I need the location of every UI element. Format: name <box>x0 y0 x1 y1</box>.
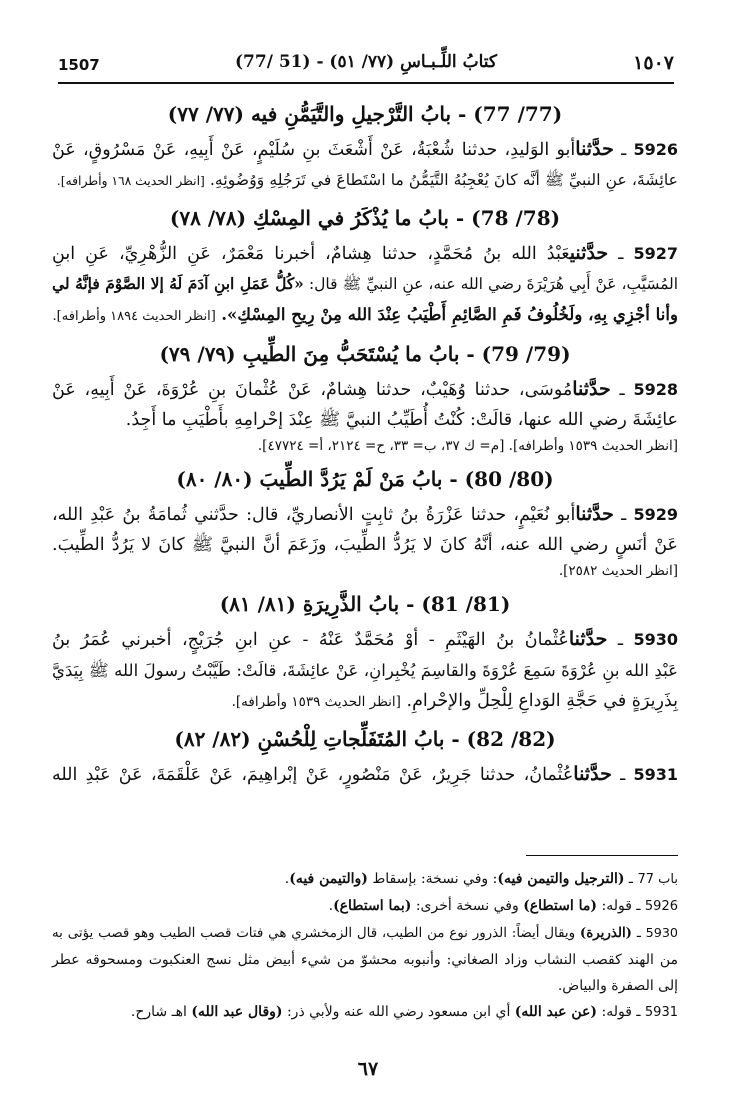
hadith-line <box>52 686 678 717</box>
hadith-line <box>52 499 678 530</box>
bab-heading: (80/ 80) - بابُ مَنْ لَمْ يَرُدَّ الطِّيبَ (٨٠/ ٨٠) <box>176 467 554 491</box>
dash: ـ <box>608 244 634 264</box>
hadith-line <box>52 405 678 435</box>
hadith-number: 5926 <box>633 140 678 159</box>
footnote-rule <box>526 855 678 856</box>
footnote-term: (الذريرة) <box>579 925 633 941</box>
dash: ـ <box>613 140 634 160</box>
footnote-text: ويقال أيضاً: الذرور نوع من الطيب، قال الزمخشري هي فتات قصب الطيب وهو قصب يؤتى به <box>52 926 580 941</box>
footnote-term: (عن عبد الله) <box>514 1004 598 1020</box>
hadith-line <box>52 624 678 655</box>
footnote-text: ـ قوله: <box>597 898 645 914</box>
section-80 <box>52 467 678 582</box>
hadith-text: بِذَرِيرَةٍ في حَجَّةِ الوَداعِ لِلْحِلِّ والإحْرامِ. <box>406 691 678 711</box>
footnote-term: (بما استطاع) <box>333 898 412 914</box>
bab-heading: (81/ 81) - بابُ الذَّرِيرَةِ (٨١/ ٨١) <box>219 592 511 616</box>
section-81 <box>52 592 678 717</box>
hadith-lead: حدَّثنا <box>575 503 614 525</box>
header-rule <box>58 82 674 84</box>
footnote-text: : وفي نسخة: بإسقاط <box>367 871 498 887</box>
main-text <box>52 98 678 800</box>
footnote <box>52 999 678 1026</box>
hadith-text: أبو الوَليدِ، حدثنا شُعْبَةُ، عَنْ أَشْعَثَ بنِ سُلَيْمٍ، عَنْ أَبِيهِ، عَنْ مَسْرُوقٍ، عَنْ <box>52 140 576 160</box>
hadith-number: 5931 <box>633 765 678 784</box>
bab-heading: (82/ 82) - بابُ المُتَفَلِّجاتِ لِلْحُسْنِ (٨٢/ ٨٢) <box>174 727 556 751</box>
hadith-text: عُثْمانُ، حدثنا جَرِيرٌ، عَنْ مَنْصُورٍ، عَنْ إبْراهِيمَ، عَنْ عَلْقَمَةَ، عَنْ عَبْدِ الله <box>52 765 574 785</box>
running-header <box>58 48 674 84</box>
hadith-lead: حدَّثنا <box>575 138 614 160</box>
section-77 <box>52 102 678 196</box>
dash: ـ <box>610 380 634 400</box>
hadith-ref: [انظر الحديث ١٥٣٩ وأطرافه]. <box>231 694 401 710</box>
hadith-text: المُسَيَّبِ، عَنْ أَبِي هُرَيْرَةَ رضي الله عنه، عنِ النبيِّ ﷺ قال: <box>308 275 678 293</box>
chapter-title: (77/ 51) - كتابُ اللِّـبـاسِ (٧٧/ ٥١) <box>235 52 497 72</box>
hadith-ref: [انظر الحديث ١٥٣٩ وأطرافه]. [م= ك ٣٧، ب= ٣٣، ح= ٢١٢٤، أ= ٤٧٧٢٤]. <box>257 438 678 454</box>
footnote-text: . <box>328 898 334 914</box>
footnote-term: (الترجيل والتيمن فيه) <box>497 871 625 887</box>
hadith-text: عُثْمانُ بنُ الهَيْثَمِ - أوْ مُحَمَّدٌ عَنْهُ - عنِ ابنِ جُرَيْجٍ، أخبرني عُمَرُ بنُ <box>52 630 569 650</box>
page-number-arabic: ١٥٠٧ <box>633 52 674 74</box>
hadith-lead: حدَّثنا <box>572 378 611 400</box>
hadith-text: عَبْدُ الله بنُ مُحَمَّدٍ، حدثنا هِشامٌ، أخبرنا مَعْمَرٌ، عَنِ الزُّهْرِيِّ، عَنِ ابنِ <box>52 244 570 264</box>
footnote <box>52 866 678 893</box>
footnote-term: (والتيمن فيه) <box>289 871 368 887</box>
footnote-ref: باب 77 <box>637 872 678 887</box>
section-79 <box>52 342 678 457</box>
hadith-number: 5930 <box>633 630 678 649</box>
hadith-line <box>52 530 678 560</box>
dash: ـ <box>607 630 634 650</box>
hadith-text: عائِشَةَ رضي الله عنها، قالَتْ: كُنْتُ أُطَيِّبُ النبيَّ ﷺ عِنْدَ إحْرامِهِ بأَطْيَبِ ما أَجِدُ. <box>125 410 678 430</box>
hadith-text: أبو نُعَيْمٍ، حدثنا عَزْرَةُ بنُ ثابِتٍ الأنصاريِّ، قال: حدَّثني ثُمامَةُ بنُ عَبْدِ الله، <box>52 505 576 525</box>
hadith-ref: [انظر الحديث ١٦٨ وأطرافه]. <box>56 174 205 188</box>
footnote-ref: 5926 <box>644 899 678 914</box>
footnote-text: من الهند كقصب النشاب وزاد الصغاني: وأنبوبه محشوّ من شيء أبيض مثل نسج العنكبوت ومسحوقه عطر <box>52 952 678 968</box>
hadith-ref: [انظر الحديث ٢٥٨٢]. <box>558 563 678 579</box>
hadith-line <box>52 374 678 405</box>
section-82 <box>52 727 678 790</box>
footnote-term: (ما استطاع) <box>523 898 598 914</box>
footnote-term: (وقال عبد الله) <box>191 1004 283 1020</box>
hadith-line <box>52 655 678 686</box>
hadith-text: مُوسَى، حدثنا وُهَيْبٌ، حدثنا هِشامٌ، عَنْ عُثْمانَ بنِ عُرْوَةَ، عَنْ أَبِيهِ، عَنْ <box>52 380 573 400</box>
hadith-ref: [انظر الحديث ١٨٩٤ وأطرافه]. <box>52 309 216 324</box>
hadith-line <box>52 165 678 196</box>
footnote-continued <box>52 947 678 973</box>
footnote-continued <box>52 973 678 999</box>
bab-heading: (77/ 77) - بابُ التَّرْجيلِ والتَّيَمُّنِ فيه (٧٧/ ٧٧) <box>167 102 563 126</box>
hadith-lead: حدَّثنا <box>573 763 612 785</box>
bab-heading: (78/ 78) - بابُ ما يُذْكَرُ في المِسْكِ (٧٨/ ٧٨) <box>169 206 561 230</box>
hadith-line <box>52 238 678 269</box>
hadith-quote: «كُلُّ عَمَلِ ابنِ آدَمَ لَهُ إلا الصَّوْمَ فإنَّهُ لي <box>52 275 304 293</box>
footnote-text: وفي نسخة أخرى: <box>411 898 524 914</box>
footnote-text: أي ابن مسعود رضي الله عنه ولأبي ذر: <box>282 1004 515 1020</box>
footnote-text: اهـ شارح. <box>130 1004 192 1020</box>
hadith-line <box>52 299 678 332</box>
dash: ـ <box>613 505 634 525</box>
bab-heading: (79/ 79) - بابُ ما يُسْتَحَبُّ مِنَ الطِّيبِ (٧٩/ ٧٩) <box>159 342 571 366</box>
page-number-latin: 1507 <box>58 56 100 74</box>
footnote <box>52 893 678 920</box>
hadith-lead: حدَّثني <box>569 242 609 264</box>
hadith-number: 5929 <box>633 505 678 524</box>
hadith-quote: وأنا أجْزِي بِهِ، ولَخُلُوفُ فَمِ الصَّائِمِ أَطْيَبُ عِنْدَ الله مِنْ رِيحِ المِسْكِ». <box>221 304 678 324</box>
hadith-text: عَبْدِ الله بنِ عُرْوَةَ سَمِعَ عُرْوَةَ والقاسِمَ يُخْبِرانِ، عَنْ عائِشَةَ، قالَتْ: طَيَّبْتُ رسولَ الله ﷺ بِيَدَيَّ <box>52 661 678 680</box>
footnote-ref: 5931 <box>644 1005 678 1020</box>
hadith-number: 5927 <box>633 244 678 263</box>
hadith-text: عائِشَةَ، عنِ النبيِّ ﷺ أنَّه كانَ يُعْجِبُهُ التَّيَمُّنُ ما اسْتَطاعَ في تَرَجُلِهِ وَوُضُوئِهِ. <box>209 170 678 189</box>
footnote-text: . <box>284 871 290 887</box>
hadith-lead: حدَّثنا <box>568 628 608 650</box>
hadith-text: عَنْ أنَسٍ رضي الله عنه، أنَّهُ كانَ لا يَرُدُّ الطِّيبَ، وزَعَمَ أنَّ النبيَّ ﷺ كانَ لا يَرُدُّ الطِّيبَ. <box>52 535 678 555</box>
dash: ـ <box>611 765 634 785</box>
hadith-line <box>52 759 678 790</box>
hadith-line <box>52 269 678 299</box>
footnote <box>52 920 678 947</box>
hadith-number: 5928 <box>633 380 678 399</box>
footnote-text: ـ <box>632 926 646 941</box>
footnote-text: ـ قوله: <box>597 1004 645 1020</box>
section-78 <box>52 206 678 332</box>
footnote-text: إلى الصفرة والبياض. <box>557 978 678 994</box>
folio-number: ٦٧ <box>357 1058 379 1080</box>
footnote-ref: 5930 <box>645 925 679 940</box>
footnotes <box>52 866 678 1026</box>
footnote-text: ـ <box>624 871 638 887</box>
hadith-line <box>52 134 678 165</box>
